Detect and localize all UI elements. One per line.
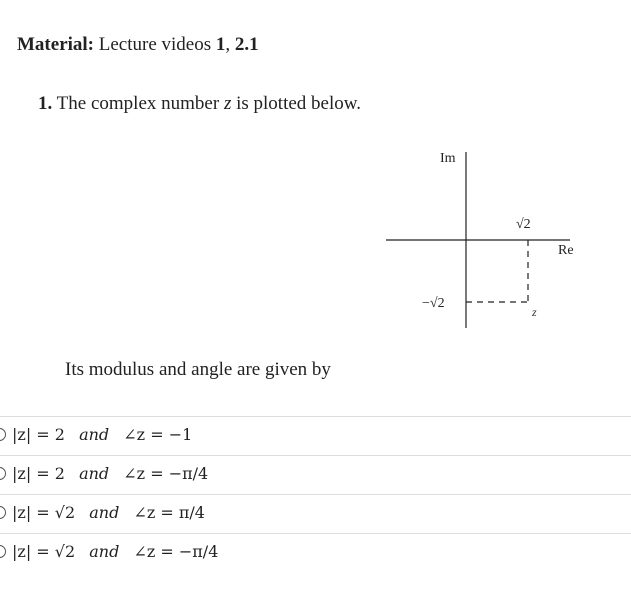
option-label: [12, 542, 218, 561]
modulus-value: √2: [54, 503, 76, 522]
angle-value: −π/4: [178, 542, 219, 561]
answer-option-2[interactable]: [0, 455, 631, 494]
modulus-lhs: |z| =: [12, 542, 50, 561]
complex-plane-diagram: [380, 140, 600, 340]
material-heading: Material: Lecture videos 1, 2.1: [17, 34, 259, 55]
angle-lhs: ∠z =: [123, 464, 164, 483]
im-axis-label: Im: [440, 151, 456, 166]
answer-option-3[interactable]: [0, 494, 631, 533]
answer-option-1[interactable]: [0, 416, 631, 455]
angle-lhs: ∠z =: [133, 542, 174, 561]
option-label: [12, 464, 208, 483]
conjunction: and: [89, 542, 120, 561]
modulus-lhs: |z| =: [12, 464, 50, 483]
answer-prompt: Its modulus and angle are given by: [65, 359, 331, 380]
complex-plane-svg: [380, 140, 600, 340]
radio-button[interactable]: [0, 428, 6, 441]
re-tick-label: √2: [516, 217, 531, 232]
material-ref-1: 1: [215, 34, 226, 55]
angle-value: −π/4: [168, 464, 209, 483]
answer-options: [0, 416, 631, 572]
option-label: [12, 425, 192, 444]
question-number: 1.: [38, 93, 53, 114]
conjunction: and: [79, 464, 110, 483]
question-text-after: is plotted below.: [236, 93, 361, 114]
angle-lhs: ∠z =: [133, 503, 174, 522]
modulus-lhs: |z| =: [12, 503, 50, 522]
question-variable: z: [223, 93, 232, 114]
angle-value: −1: [168, 425, 193, 444]
modulus-value: 2: [54, 464, 65, 483]
modulus-lhs: |z| =: [12, 425, 50, 444]
modulus-value: √2: [54, 542, 76, 561]
modulus-value: 2: [54, 425, 65, 444]
material-ref-2: 2.1: [234, 34, 259, 55]
radio-button[interactable]: [0, 506, 6, 519]
angle-lhs: ∠z =: [123, 425, 164, 444]
im-tick-label: −√2: [422, 296, 445, 311]
question-text-before: The complex number: [56, 93, 220, 114]
radio-button[interactable]: [0, 545, 6, 558]
answer-option-4[interactable]: [0, 533, 631, 572]
question-1: [38, 93, 361, 115]
re-axis-label: Re: [558, 243, 574, 258]
material-prefix: Material:: [17, 34, 95, 55]
angle-value: π/4: [178, 503, 205, 522]
conjunction: and: [79, 425, 110, 444]
point-z-label: z: [532, 305, 537, 319]
conjunction: and: [89, 503, 120, 522]
radio-button[interactable]: [0, 467, 6, 480]
option-label: [12, 503, 205, 522]
material-text: Lecture videos: [98, 34, 212, 55]
